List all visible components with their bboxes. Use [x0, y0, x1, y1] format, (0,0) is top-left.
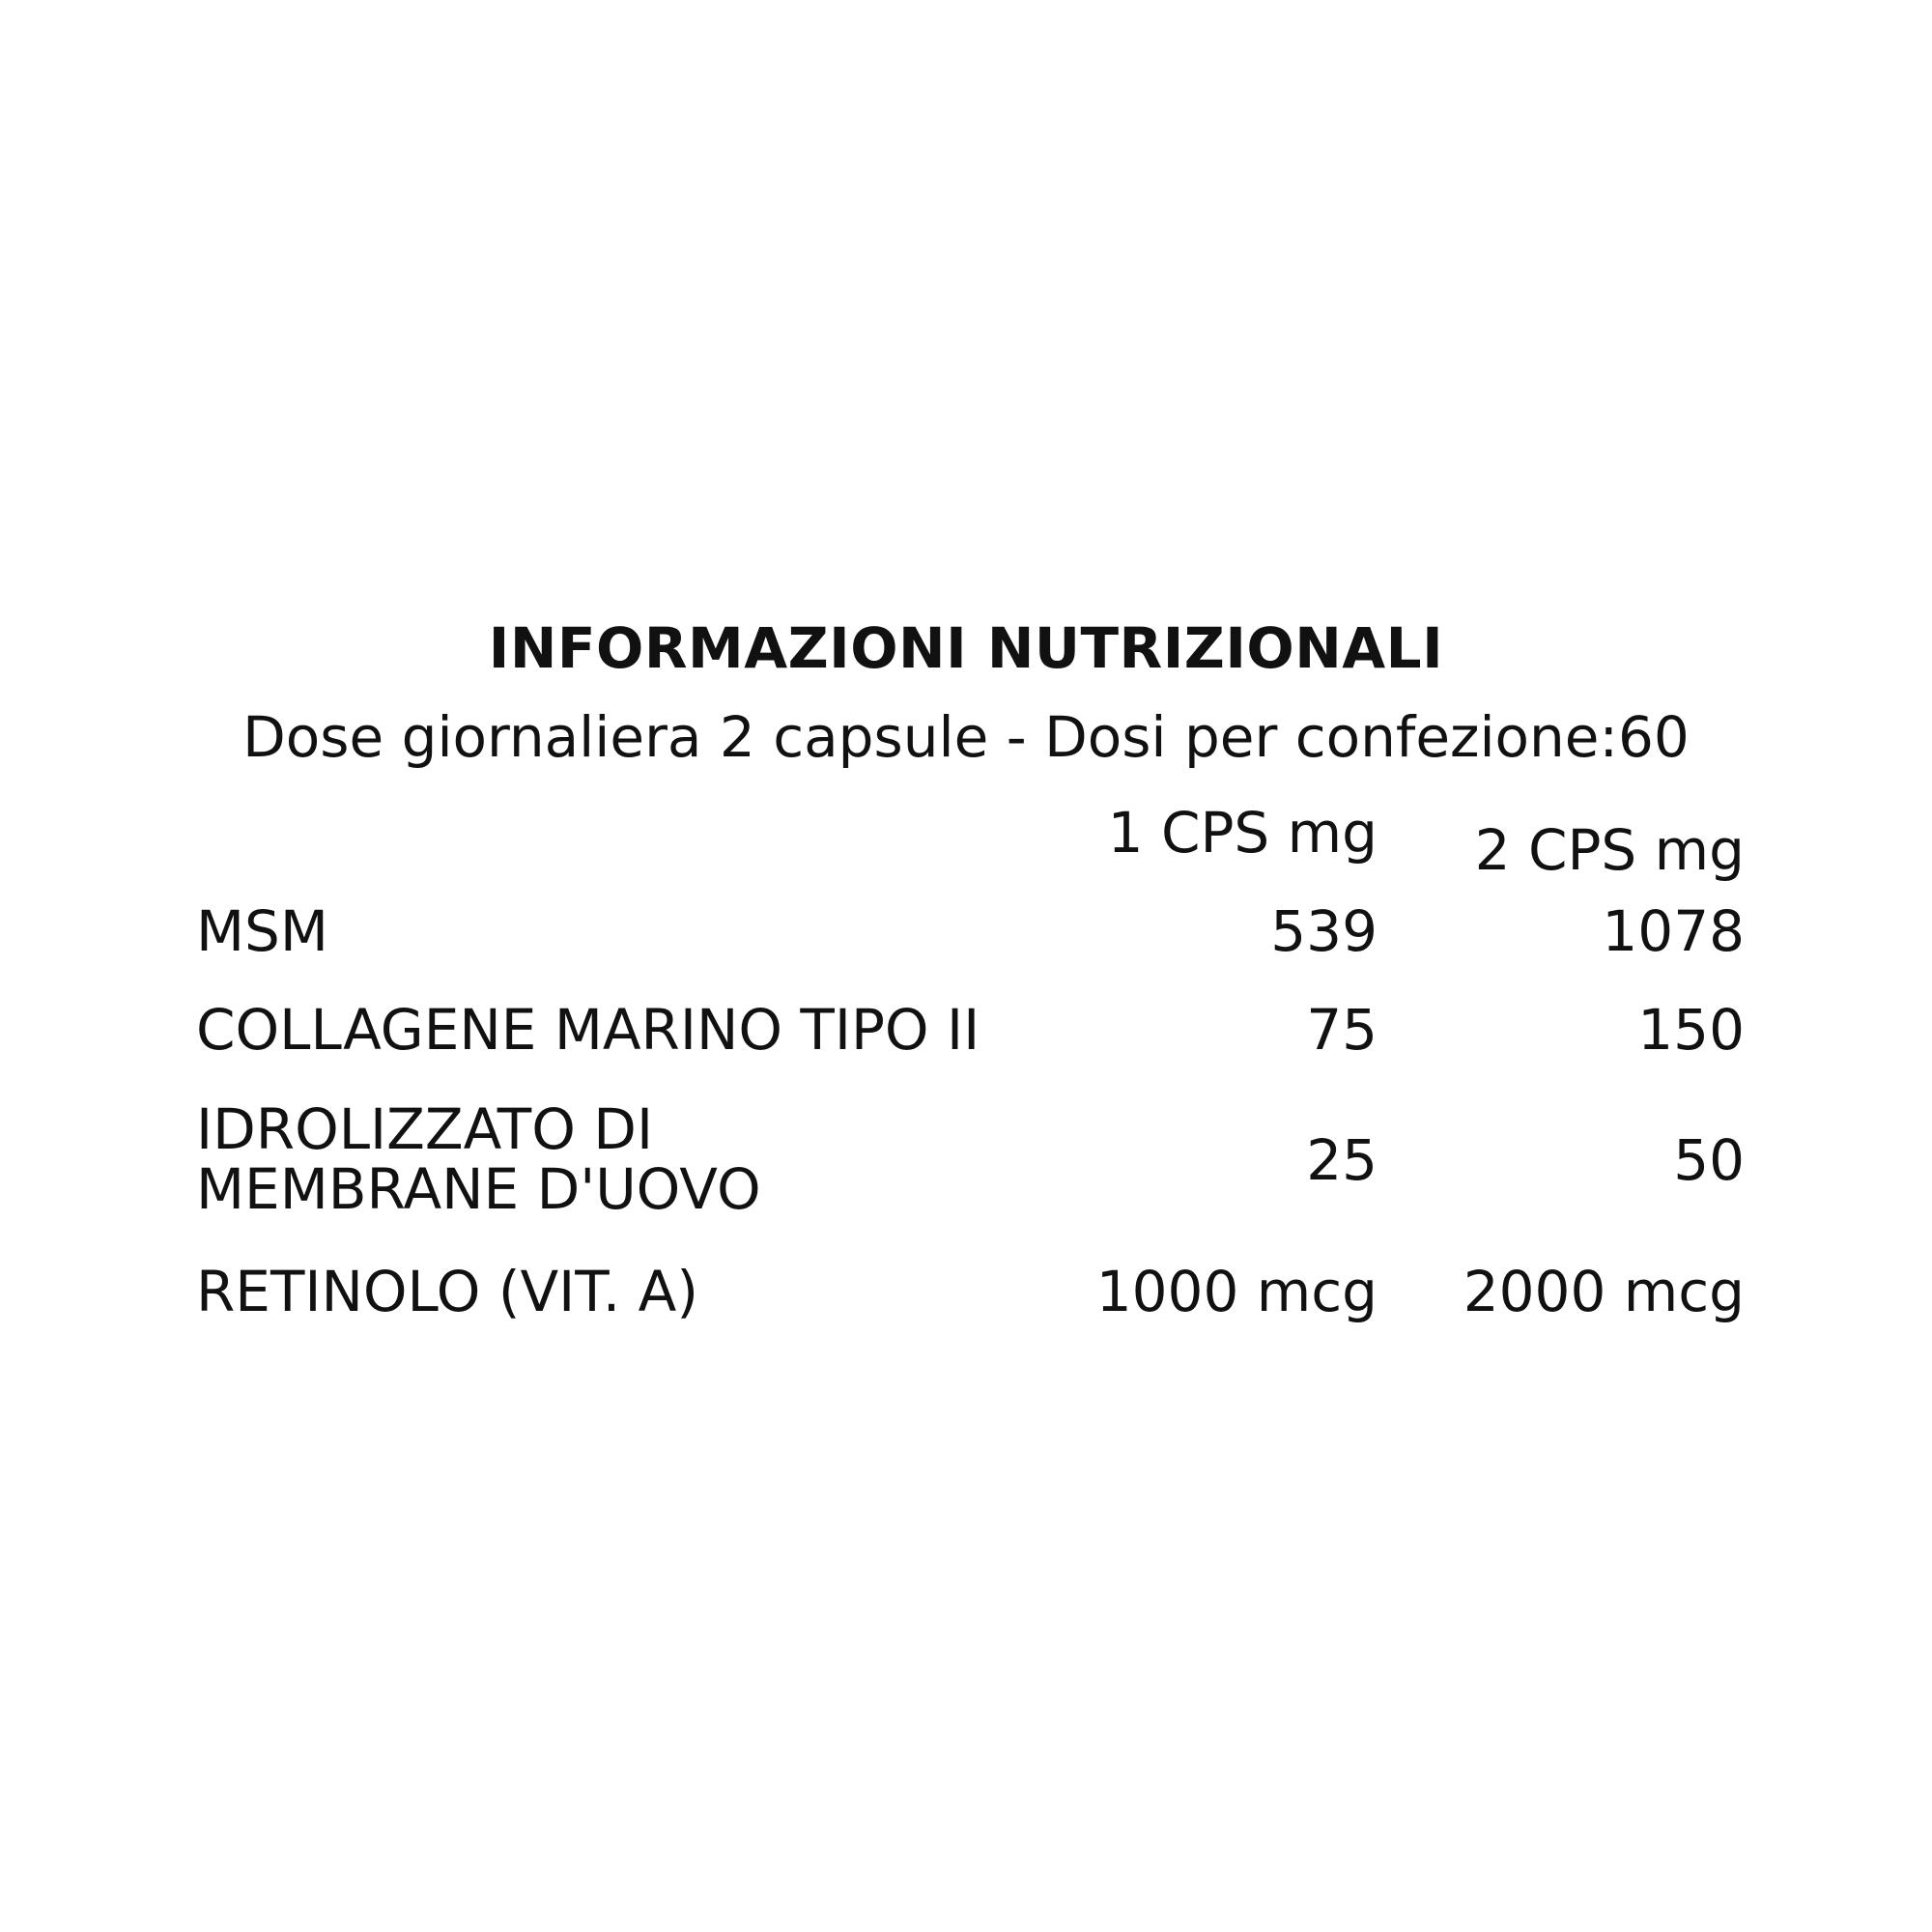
column-header-2cps: 2 CPS mg [1474, 817, 1745, 883]
value-2cps: 1078 [1602, 898, 1745, 964]
ingredient-name-line2: MEMBRANE D'UOVO [196, 1156, 761, 1222]
value-2cps: 50 [1673, 1127, 1745, 1193]
value-2cps: 2000 mcg [1463, 1259, 1745, 1324]
dose-subtitle: Dose giornaliera 2 capsule - Dosi per confezione:60 [242, 704, 1690, 770]
ingredient-name: COLLAGENE MARINO TIPO II [196, 997, 980, 1063]
column-header-1cps: 1 CPS mg [1107, 800, 1378, 866]
ingredient-name: RETINOLO (VIT. A) [196, 1259, 698, 1324]
value-1cps: 1000 mcg [1095, 1259, 1378, 1324]
page-title: INFORMAZIONI NUTRIZIONALI [488, 615, 1444, 681]
ingredient-name: MSM [196, 898, 328, 964]
value-1cps: 25 [1306, 1127, 1378, 1193]
value-1cps: 539 [1270, 898, 1378, 964]
value-1cps: 75 [1306, 997, 1378, 1063]
ingredient-name-line1: IDROLIZZATO DI [196, 1096, 654, 1162]
value-2cps: 150 [1637, 997, 1745, 1063]
